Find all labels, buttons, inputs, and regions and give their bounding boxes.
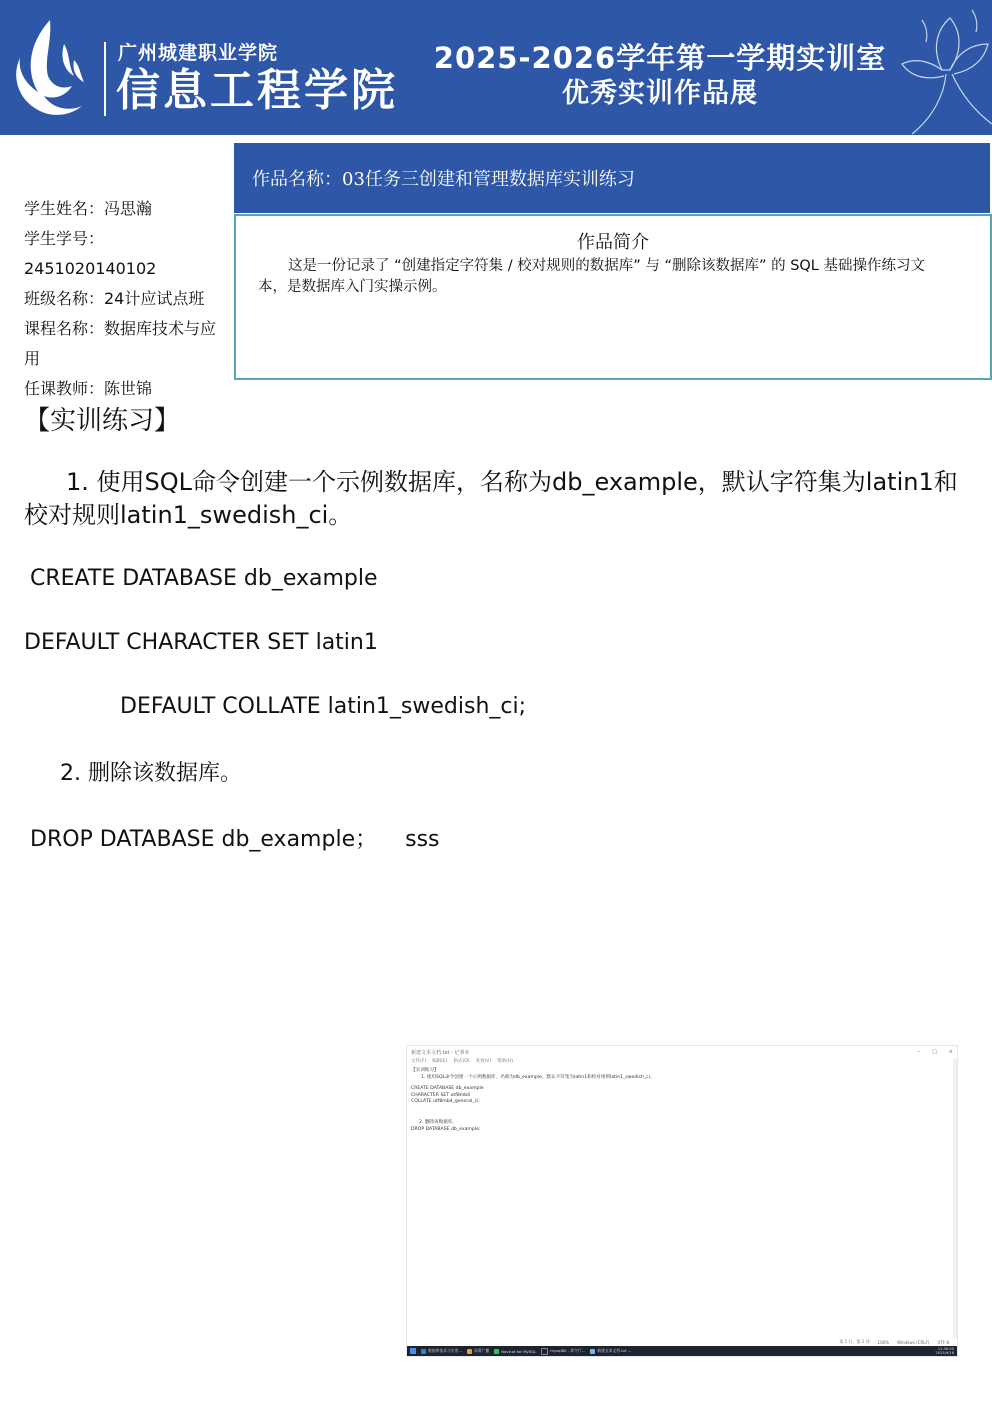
class-name: 班级名称：24计应试点班 <box>24 289 205 308</box>
college-name: 信息工程学院 <box>116 65 398 116</box>
exhibition-title-line2: 优秀实训作品展 <box>562 78 758 109</box>
question-1: 1. 使用SQL命令创建一个示例数据库，名称为db_example，默认字符集为latin1和校对规则latin1_swedish_ci。 <box>24 468 958 529</box>
notepad-icon <box>590 1349 595 1354</box>
clock-date: 2025/9/18 <box>935 1351 954 1355</box>
logo-divider <box>104 42 106 116</box>
student-info <box>24 194 230 404</box>
start-icon[interactable] <box>410 1348 416 1354</box>
notepad-statusbar <box>407 1338 957 1346</box>
taskbar-clock[interactable] <box>936 1347 954 1356</box>
code-line-drop <box>30 822 980 853</box>
course-name: 课程名称：数据库技术与应用 <box>24 319 217 368</box>
notepad-text-area[interactable] <box>407 1066 957 1135</box>
notepad-line: COLLATE utf8mb4_general_ci; <box>411 1099 480 1105</box>
code-line-collate: DEFAULT COLLATE latin1_swedish_ci; <box>120 694 527 719</box>
lotus-decoration-icon <box>892 0 992 135</box>
windows-taskbar <box>407 1346 957 1356</box>
notepad-titlebar <box>407 1046 957 1058</box>
notepad-line: 2. 删除该数据库。 <box>419 1119 458 1125</box>
menu-help[interactable]: 帮助(H) <box>497 1059 514 1064</box>
exhibition-title-line1: 2025-2026学年第一学期实训室 <box>433 41 887 75</box>
notepad-menubar <box>407 1058 957 1066</box>
terminal-icon <box>541 1348 548 1355</box>
maximize-icon[interactable]: □ <box>932 1049 937 1055</box>
notepad-line: 【实训练习】 <box>411 1068 439 1073</box>
minimize-icon[interactable]: – <box>917 1049 921 1055</box>
student-id: 学生学号：2451020140102 <box>24 229 157 278</box>
drop-statement: DROP DATABASE db_example； <box>30 827 378 852</box>
notepad-line: CHARACTER SET utf8mb4 <box>411 1092 471 1098</box>
code-line-charset: DEFAULT CHARACTER SET latin1 <box>24 630 378 655</box>
intro-text: 这是一份记录了 “创建指定字符集 / 校对规则的数据库” 与 “删除该数据库” 的 SQL 基础操作练习文本，是数据库入门实操示例。 <box>258 258 925 295</box>
notepad-screenshot <box>406 1045 958 1357</box>
teacher-name: 任课教师：陈世锦 <box>24 379 153 398</box>
header-banner <box>0 0 992 135</box>
clock-time: 11:30:00 <box>937 1346 954 1351</box>
school-name: 广州城建职业学院 <box>118 42 279 64</box>
intro-heading: 作品简介 <box>577 232 649 253</box>
taskbar-item[interactable]: 数据库技术与应用... <box>421 1348 462 1354</box>
notepad-title: 新建文本文档.txt - 记事本 <box>411 1049 470 1056</box>
menu-edit[interactable]: 编辑(E) <box>432 1059 448 1064</box>
taskbar-item[interactable]: 新建文本文档.txt ... <box>590 1348 631 1354</box>
notepad-line: CREATE DATABASE db_example <box>411 1086 484 1092</box>
student-name: 学生姓名：冯思瀚 <box>24 199 153 218</box>
status-zoom: 100% <box>877 1339 889 1345</box>
work-intro-box <box>234 214 992 380</box>
notepad-scrollbar[interactable] <box>953 1058 957 1338</box>
menu-file[interactable]: 文件(F) <box>411 1059 427 1064</box>
notepad-line: 1. 使用SQL命令创建一个示例数据库，名称为db_example，默认字符集为latin1和校对规则latin1_swedish_ci。 <box>421 1074 655 1080</box>
navicat-icon <box>494 1349 499 1354</box>
close-icon[interactable]: × <box>948 1049 953 1055</box>
taskbar-item[interactable]: 屏幕广播 <box>467 1348 489 1354</box>
exhibition-title <box>430 40 890 112</box>
window-controls <box>918 1049 953 1055</box>
notepad-line: DROP DATABASE db_example; <box>411 1126 481 1132</box>
status-lineending: Windows (CRLF) <box>896 1339 930 1345</box>
code-line-create: CREATE DATABASE db_example <box>30 566 378 591</box>
question-2: 2. 删除该数据库。 <box>60 761 242 786</box>
browser-icon <box>421 1349 426 1354</box>
status-encoding: UTF-8 <box>937 1339 949 1345</box>
taskbar-item[interactable]: mysql80 - 命令行... <box>541 1348 585 1355</box>
taskbar-item[interactable]: Navicat for MySQL <box>494 1349 536 1354</box>
drop-trailing-text: sss <box>405 827 440 852</box>
menu-format[interactable]: 格式(O) <box>453 1059 470 1064</box>
status-position: 第 1 行，第 1 列 <box>839 1339 870 1344</box>
college-logo-icon <box>8 14 92 122</box>
work-title: 作品名称：03任务三创建和管理数据库实训练习 <box>234 143 990 213</box>
menu-view[interactable]: 查看(V) <box>475 1059 492 1064</box>
broadcast-icon <box>467 1349 472 1354</box>
section-title: 【实训练习】 <box>24 406 181 436</box>
